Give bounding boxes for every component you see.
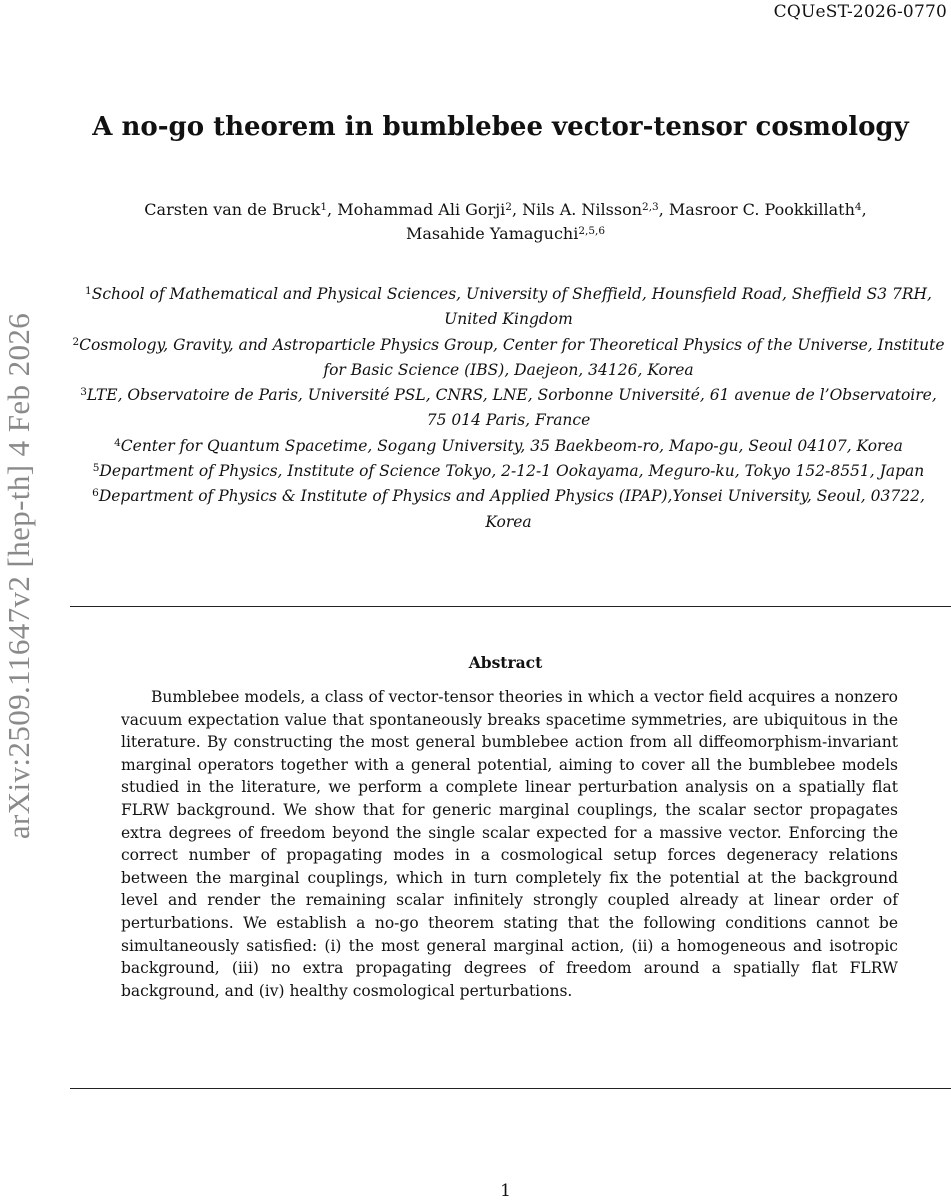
author-affiliation-mark: 2,5,6 xyxy=(578,225,606,237)
arxiv-identifier: arXiv:2509.11647v2 [hep-th] 4 Feb 2026 xyxy=(1,312,36,840)
author-name: Carsten van de Bruck xyxy=(144,200,321,219)
abstract-text: Bumblebee models, a class of vector-tensor theories in which a vector field acquires a nonzero vacuum expectation value that spontaneously breaks spacetime symmetries, are ubiquitous in the literature. By constructing the most general bumblebee action from all diffeomorphism-invariant marginal operators together with a general potential, aiming to cover all the bumblebee models studied in the literature, we perform a complete linear perturbation analysis on a spatially flat FLRW background. We show that for generic marginal couplings, the scalar sector propagates extra degrees of freedom beyond the single scalar expected for a massive vector. Enforcing the correct number of propagating modes in a cosmological setup forces degeneracy relations between the marginal couplings, which in turn completely fix the potential at the background level and render the remaining scalar infinitely strongly coupled already at linear order of perturbations. We establish a no-go theorem stating that the following conditions cannot be simultaneously satisfied: (i) the most general marginal action, (ii) a homogeneous and isotropic background, (iii) no extra propagating degrees of freedom around a spatially flat FLRW background, and (iv) healthy cosmological perturbations. xyxy=(121,688,898,1000)
author-affiliation-mark: 2,3 xyxy=(642,201,659,213)
author-name: Mohammad Ali Gorji xyxy=(337,200,506,219)
author-name: Masahide Yamaguchi xyxy=(405,224,579,243)
author-affiliation-mark: 1 xyxy=(320,201,328,213)
top-divider xyxy=(70,606,951,607)
author-list xyxy=(70,198,941,246)
report-number: CQUeST-2026-0770 xyxy=(773,2,947,22)
affiliation xyxy=(72,383,945,434)
affiliation-number: 1 xyxy=(85,285,92,297)
author-affiliation-mark: 4 xyxy=(854,201,862,213)
paper-title: A no-go theorem in bumblebee vector-tensor cosmology xyxy=(92,112,909,142)
affiliation-number: 5 xyxy=(92,462,100,475)
arxiv-stamp xyxy=(1,262,37,890)
affiliation-number: 4 xyxy=(114,436,121,449)
bottom-divider xyxy=(70,1088,951,1089)
author-separator: , xyxy=(658,200,669,219)
affiliation xyxy=(72,459,945,484)
affiliation-number: 6 xyxy=(92,487,99,500)
author-separator: , xyxy=(511,200,523,219)
affiliation xyxy=(72,333,945,384)
affiliation xyxy=(72,282,945,333)
page-number: 1 xyxy=(500,1181,511,1201)
author-name: Nils A. Nilsson xyxy=(522,200,643,219)
affiliation xyxy=(72,434,945,459)
affiliation-number: 2 xyxy=(72,335,80,348)
author-separator: , xyxy=(327,200,338,219)
affiliation-text: LTE, Observatoire de Paris, Université PSL, CNRS, LNE, Sorbonne Université, 61 avenue de l’Observatoire, 75 014 Paris, France xyxy=(86,386,937,430)
author-name: Masroor C. Pookkillath xyxy=(668,200,855,219)
affiliation-text: Center for Quantum Spacetime, Sogang University, 35 Baekbeom-ro, Mapo-gu, Seoul 04107, Korea xyxy=(120,436,903,455)
affiliation-text: Cosmology, Gravity, and Astroparticle Physics Group, Center for Theoretical Physics of the Universe, Institute for Basic Science (IBS), Daejeon, 34126, Korea xyxy=(79,335,945,379)
affiliation-text: Department of Physics & Institute of Physics and Applied Physics (IPAP),Yonsei University, Seoul, 03722, Korea xyxy=(98,487,925,531)
author-affiliation-mark: 2 xyxy=(505,201,512,213)
affiliation-list xyxy=(72,282,945,535)
affiliation xyxy=(72,484,945,535)
affiliation-text: Department of Physics, Institute of Science Tokyo, 2-12-1 Ookayama, Meguro-ku, Tokyo 152-8551, Japan xyxy=(99,462,925,481)
abstract-heading: Abstract xyxy=(468,653,543,672)
affiliation-text: School of Mathematical and Physical Sciences, University of Sheffield, Hounsfield Road, Sheffield S3 7RH, United Kingdom xyxy=(91,285,932,329)
affiliation-number: 3 xyxy=(80,386,87,399)
author-separator: , xyxy=(861,200,867,219)
